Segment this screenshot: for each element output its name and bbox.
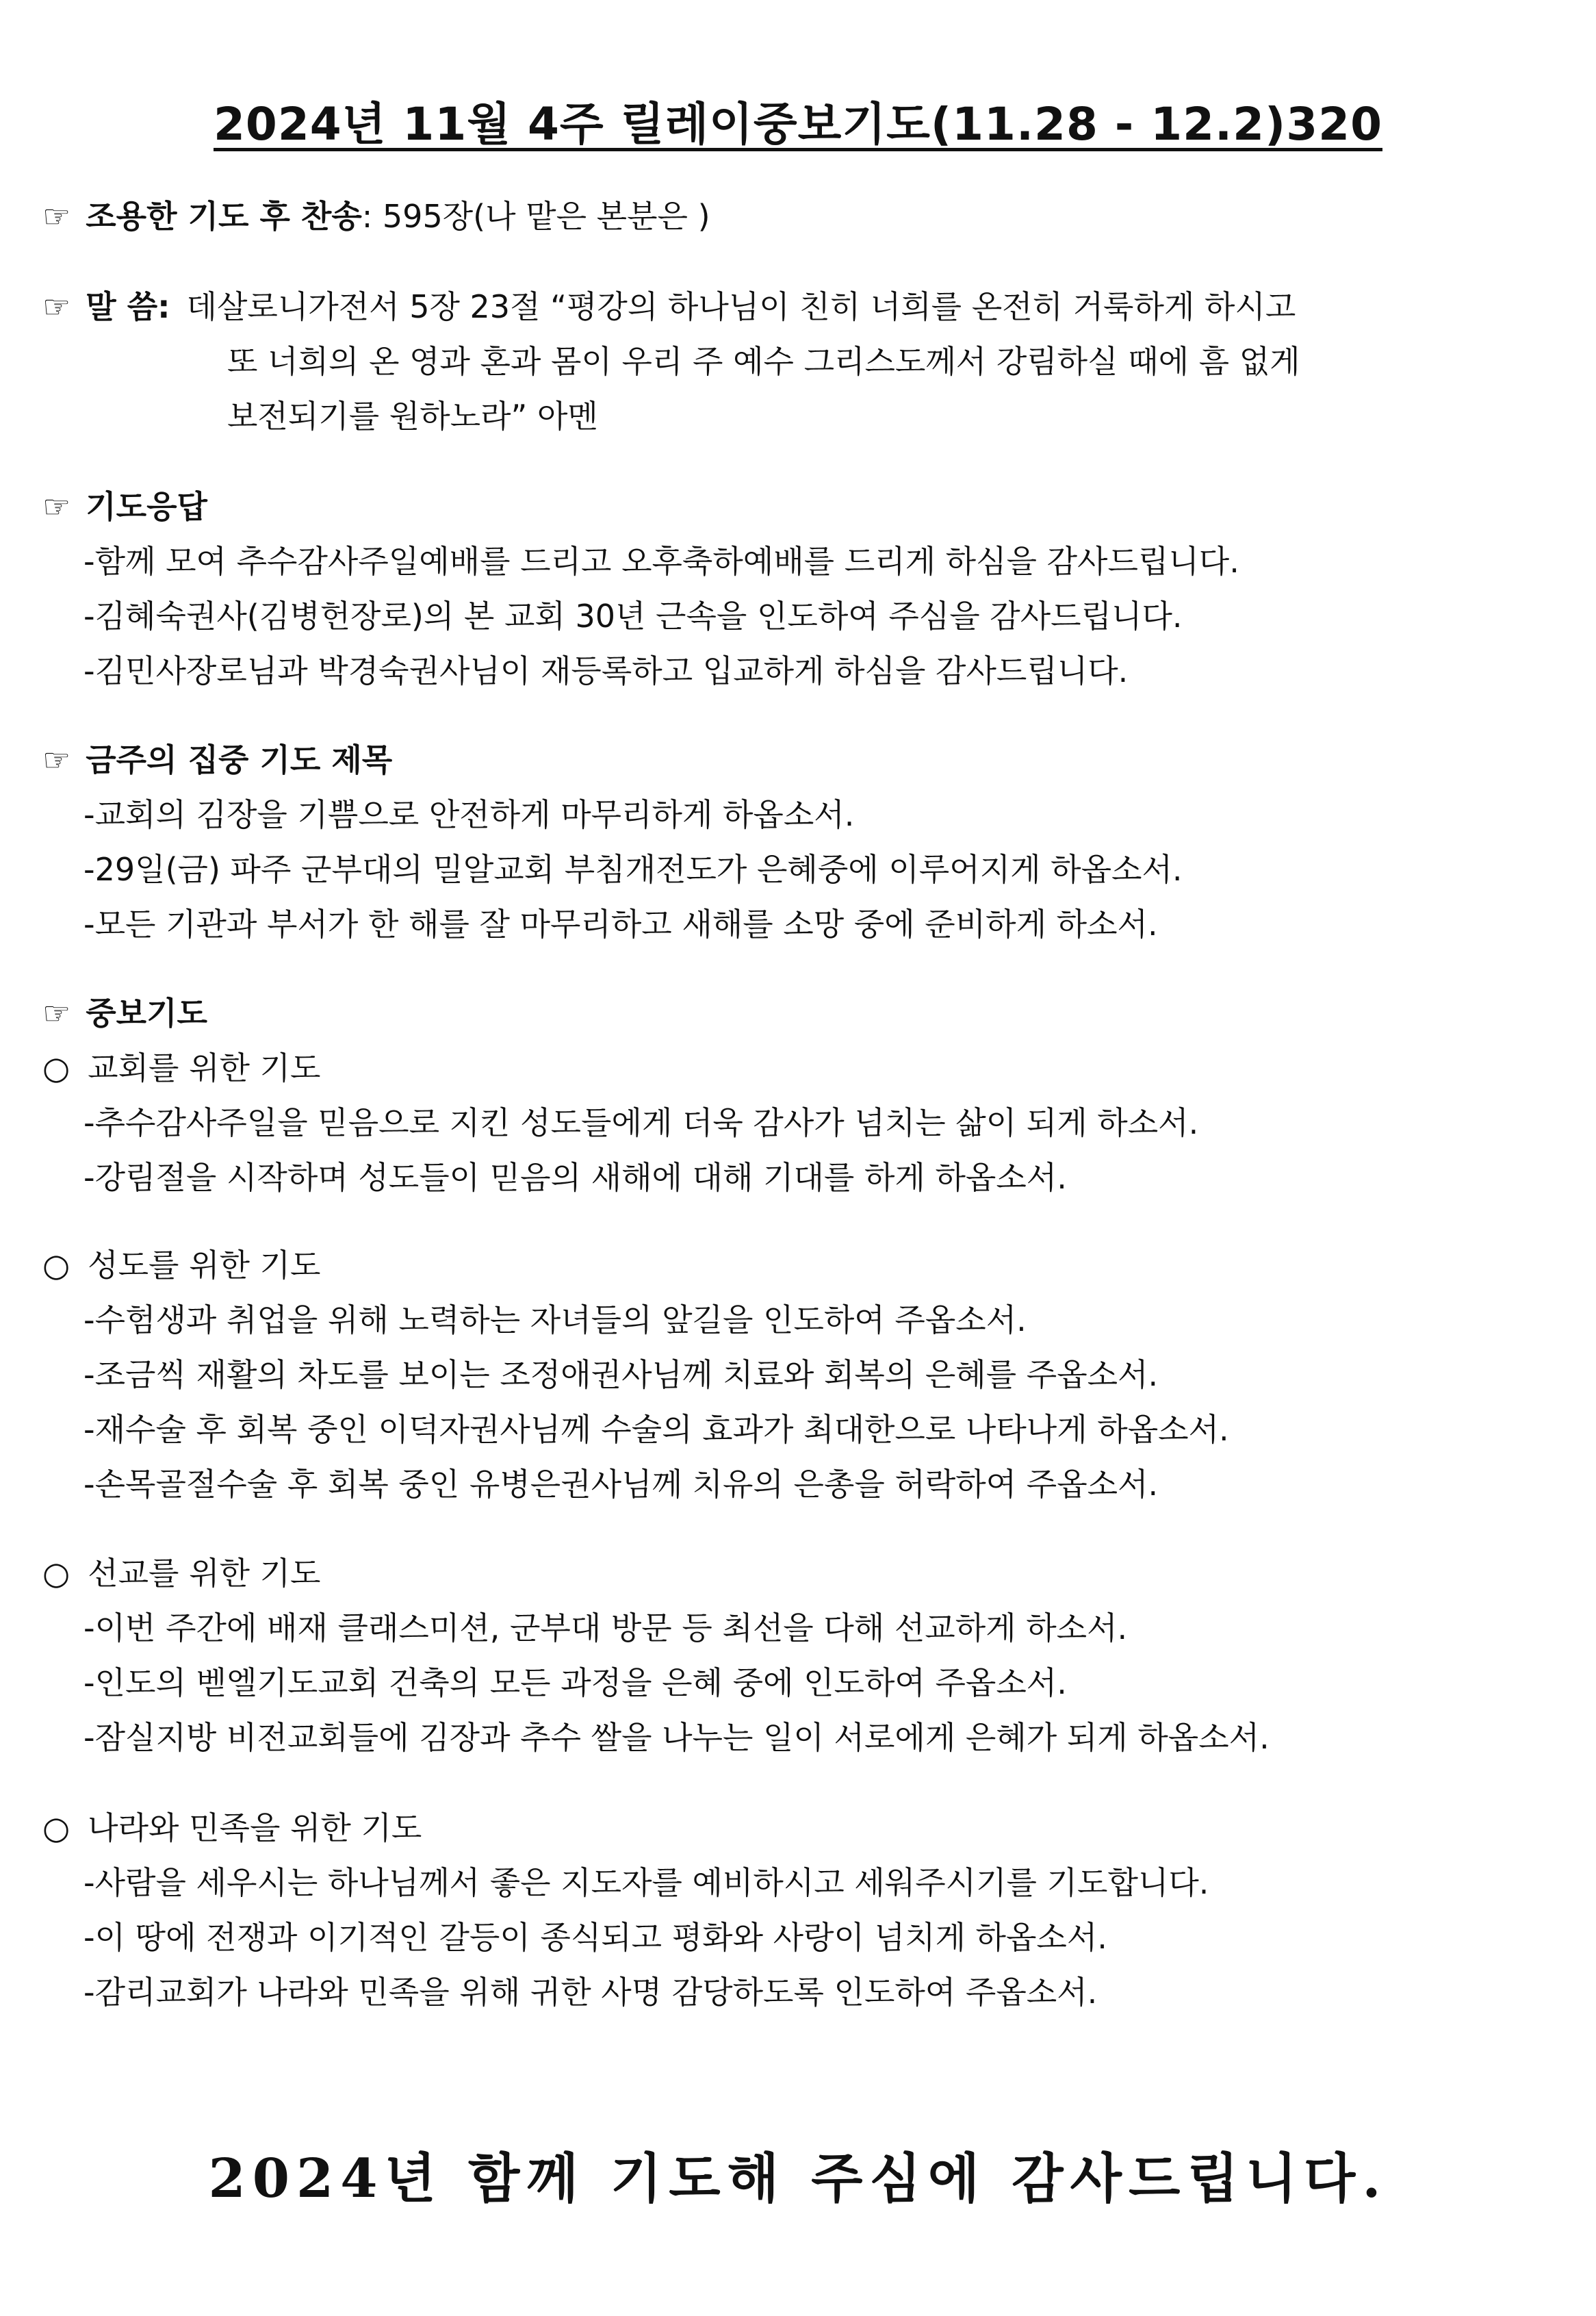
- hymn-section: [42, 189, 1534, 244]
- group-saints: [42, 1238, 1534, 1512]
- list-item: -강림절을 시작하며 성도들이 믿음의 새해에 대해 기대를 하게 하옵소서.: [83, 1159, 1067, 1196]
- list-item: -사람을 세우시는 하나님께서 좋은 지도자를 예비하시고 세워주시기를 기도합니다.: [83, 1864, 1209, 1901]
- intercession-heading: ☞ 중보기도: [42, 995, 207, 1032]
- group-title-saints: ○ 성도를 위한 기도: [42, 1247, 321, 1284]
- closing-message: 2024년 함께 기도해 주심에 감사드립니다.: [208, 2148, 1388, 2210]
- group-title-church: ○ 교회를 위한 기도: [42, 1049, 321, 1086]
- group-title-mission: ○ 선교를 위한 기도: [42, 1555, 321, 1592]
- word-line-3: 보전되기를 원하노라” 아멘: [227, 398, 598, 435]
- answers-heading: ☞ 기도응답: [42, 488, 207, 525]
- hymn-line: [42, 189, 1534, 244]
- group-mission: [42, 1546, 1534, 1765]
- circle-bullet-icon: ○: [42, 1809, 70, 1846]
- list-item: -잠실지방 비전교회들에 김장과 추수 쌀을 나누는 일이 서로에게 은혜가 되게 하옵소서.: [83, 1719, 1270, 1756]
- pointing-hand-icon: ☞: [42, 488, 71, 525]
- list-item: -이 땅에 전쟁과 이기적인 갈등이 종식되고 평화와 사랑이 넘치게 하옵소서.: [83, 1919, 1107, 1956]
- hymn-value: : 595장(나 맡은 본분은 ): [361, 198, 710, 235]
- page-title: 2024년 11월 4주 릴레이중보기도(11.28 - 12.2)320: [213, 98, 1382, 151]
- answers-section: [42, 479, 1534, 698]
- circle-bullet-icon: ○: [42, 1247, 70, 1284]
- hymn-label: 조용한 기도 후 찬송: [86, 198, 362, 235]
- intercession-section: [42, 986, 1534, 1205]
- circle-bullet-icon: ○: [42, 1555, 70, 1592]
- list-item: -재수술 후 회복 중인 이덕자권사님께 수술의 효과가 최대한으로 나타나게 하옵소서.: [83, 1411, 1229, 1448]
- word-line-2: 또 너희의 온 영과 혼과 몸이 우리 주 예수 그리스도께서 강림하실 때에 흠 없게: [227, 343, 1300, 380]
- list-item: -29일(금) 파주 군부대의 밀알교회 부침개전도가 은혜중에 이루어지게 하옵소서.: [83, 851, 1183, 888]
- list-item: -교회의 김장을 기쁨으로 안전하게 마무리하게 하옵소서.: [83, 796, 855, 833]
- list-item: -이번 주간에 배재 클래스미션, 군부대 방문 등 최선을 다해 선교하게 하소서.: [83, 1609, 1128, 1646]
- pointing-hand-icon: ☞: [42, 198, 71, 235]
- list-item: -감리교회가 나라와 민족을 위해 귀한 사명 감당하도록 인도하여 주옵소서.: [83, 1974, 1098, 2011]
- word-section: [42, 279, 1534, 444]
- focus-section: [42, 733, 1534, 952]
- word-label: 말 씀:: [86, 288, 170, 325]
- list-item: -수험생과 취업을 위해 노력하는 자녀들의 앞길을 인도하여 주옵소서.: [83, 1301, 1027, 1338]
- focus-heading: ☞ 금주의 집중 기도 제목: [42, 741, 393, 778]
- list-item: -모든 기관과 부서가 한 해를 잘 마무리하고 새해를 소망 중에 준비하게 하소서.: [83, 906, 1158, 943]
- list-item: -함께 모여 추수감사주일예배를 드리고 오후축하예배를 드리게 하심을 감사드립니다.: [83, 543, 1239, 580]
- list-item: -조금씩 재활의 차도를 보이는 조정애권사님께 치료와 회복의 은혜를 주옵소서.: [83, 1356, 1159, 1393]
- list-item: -김혜숙권사(김병헌장로)의 본 교회 30년 근속을 인도하여 주심을 감사드립니다.: [83, 598, 1183, 635]
- list-item: -손목골절수술 후 회복 중인 유병은권사님께 치유의 은총을 허락하여 주옵소서.: [83, 1466, 1159, 1503]
- list-item: -추수감사주일을 믿음으로 지킨 성도들에게 더욱 감사가 넘치는 삶이 되게 하소서.: [83, 1104, 1199, 1141]
- circle-bullet-icon: ○: [42, 1049, 70, 1086]
- word-line-1: [42, 279, 1534, 334]
- list-item: -김민사장로님과 박경숙권사님이 재등록하고 입교하게 하심을 감사드립니다.: [83, 652, 1129, 689]
- pointing-hand-icon: ☞: [42, 995, 71, 1032]
- pointing-hand-icon: ☞: [42, 288, 71, 325]
- word-text: 데살로니가전서 5장 23절 “평강의 하나님이 친히 너희를 온전히 거룩하게 하시고: [186, 288, 1296, 325]
- group-nation: [42, 1800, 1534, 2020]
- group-title-nation: ○ 나라와 민족을 위한 기도: [42, 1809, 422, 1846]
- list-item: -인도의 벧엘기도교회 건축의 모든 과정을 은혜 중에 인도하여 주옵소서.: [83, 1664, 1067, 1701]
- pointing-hand-icon: ☞: [42, 741, 71, 778]
